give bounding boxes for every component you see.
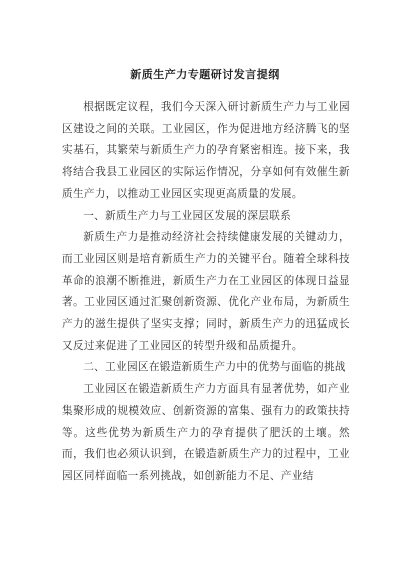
- section-heading-1: 一、新质生产力与工业园区发展的深层联系: [83, 209, 292, 222]
- paragraph-section-1: 新质生产力是推动经济社会持续健康发展的关键动力，而工业园区则是培育新质生产力的关键平台。随着全球科技革命的浪潮不断推进，新质生产力在工业园区的体现日益显著。工业园区通过汇聚创新资源、优化产业布局，为新质生产力的滋生提供了坚实支撑；同时，新质生产力的迅猛成长又反过来促进了工业园区的转型升级和品质提升。: [62, 231, 350, 352]
- paragraph-intro: 根据既定议程，我们今天深入研讨新质生产力与工业园区建设之间的关联。工业园区，作为促进地方经济腾飞的坚实基石，其繁荣与新质生产力的孕育紧密相连。接下来，我将结合我县工业园区的实际运作情况，分享如何有效催生新质生产力，以推动工业园区实现更高质量的发展。: [62, 101, 350, 200]
- section-heading-2: 二、工业园区在锻造新质生产力中的优势与面临的挑战: [83, 361, 346, 374]
- document-title: 新质生产力专题研讨发言提纲: [130, 68, 280, 81]
- document-body: [62, 97, 350, 488]
- paragraph-section-2: 工业园区在锻造新质生产力方面具有显著优势，如产业集聚形成的规模效应、创新资源的富集、强有力的政策扶持等。这些优势为新质生产力的孕育提供了肥沃的土壤。然而，我们也必须认识到，在锻造新质生产力的过程中，工业园区同样面临一系列挑战，如创新能力不足、产业结: [62, 383, 350, 482]
